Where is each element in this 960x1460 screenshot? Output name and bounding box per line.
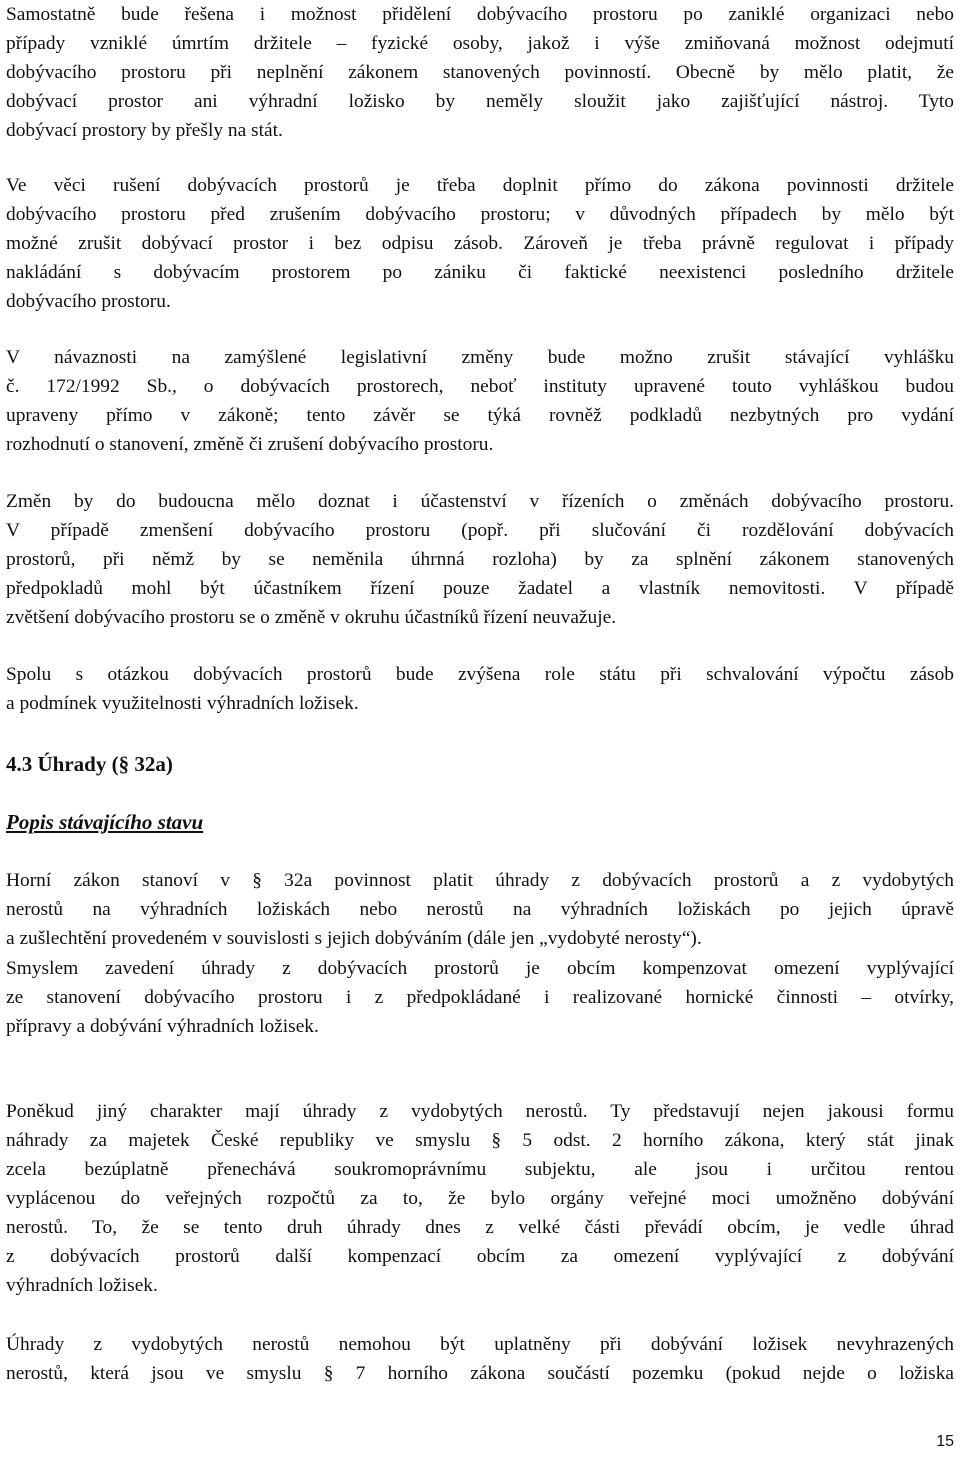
paragraph-2	[6, 171, 954, 316]
paragraph-3	[6, 343, 954, 459]
text-line: Změn by do budoucna mělo doznat i účastenství v řízeních o změnách dobývacího prostoru.	[6, 491, 954, 512]
text-line: náhrady za majetek České republiky ve smyslu § 5 odst. 2 horního zákona, který stát jinak	[6, 1130, 954, 1151]
text-line: přípravy a dobývání výhradních ložisek.	[6, 1016, 319, 1037]
text-line: prostorů, při němž by se neměnila úhrnná rozloha) by za splnění zákonem stanovených	[6, 549, 954, 570]
text-line: a podmínek využitelnosti výhradních ložisek.	[6, 693, 359, 714]
text-line: možné zrušit dobývací prostor i bez odpisu zásob. Zároveň je třeba právně regulovat i případy	[6, 233, 954, 254]
text-line: a zušlechtění provedeném v souvislosti s jejich dobýváním (dále jen „vydobyté nerosty“).	[6, 928, 702, 949]
text-line: dobývacího prostoru před zrušením dobývacího prostoru; v důvodných případech by mělo být	[6, 204, 954, 225]
text-line: Úhrady z vydobytých nerostů nemohou být uplatněny při dobývání ložisek nevyhrazených	[6, 1334, 954, 1355]
text-line: rozhodnutí o stanovení, změně či zrušení dobývacího prostoru.	[6, 434, 494, 455]
text-line: nerostů. To, že se tento druh úhrady dnes z velké části převádí obcím, je vedle úhrad	[6, 1217, 954, 1238]
text-line: vyplácenou do veřejných rozpočtů za to, že bylo orgány veřejné moci umožněno dobývání	[6, 1188, 954, 1209]
paragraph-8	[6, 1097, 954, 1300]
text-line: dobývacího prostoru.	[6, 291, 171, 312]
text-line: zvětšení dobývacího prostoru se o změně v okruhu účastníků řízení neuvažuje.	[6, 607, 617, 628]
text-line: zcela bezúplatně přenechává soukromoprávnímu subjektu, ale jsou i určitou rentou	[6, 1159, 954, 1180]
section-subheading: Popis stávajícího stavu	[6, 810, 204, 834]
section-heading: 4.3 Úhrady (§ 32a)	[6, 752, 173, 776]
text-line: výhradních ložisek.	[6, 1275, 158, 1296]
text-line: dobývacího prostoru při neplnění zákonem stanovených povinností. Obecně by mělo platit, že	[6, 62, 954, 83]
paragraph-7	[6, 954, 954, 1041]
text-line: V případě zmenšení dobývacího prostoru (popř. při slučování či rozdělování dobývacích	[6, 520, 954, 541]
paragraph-1	[6, 0, 954, 145]
text-line: upraveny přímo v zákoně; tento závěr se týká rovněž podkladů nezbytných pro vydání	[6, 405, 954, 426]
text-line: nerostů na výhradních ložiskách nebo nerostů na výhradních ložiskách po jejich úpravě	[6, 899, 954, 920]
text-line: č. 172/1992 Sb., o dobývacích prostorech, neboť instituty upravené touto vyhláškou budou	[6, 376, 954, 397]
text-line: ze stanovení dobývacího prostoru i z předpokládané i realizované hornické činnosti – otvírky,	[6, 987, 954, 1008]
text-line: Samostatně bude řešena i možnost přidělení dobývacího prostoru po zaniklé organizaci nebo	[6, 4, 954, 25]
text-line: nakládání s dobývacím prostorem po zániku či faktické neexistenci posledního držitele	[6, 262, 954, 283]
text-line: Ve věci rušení dobývacích prostorů je třeba doplnit přímo do zákona povinnosti držitele	[6, 175, 954, 196]
text-line: Horní zákon stanoví v § 32a povinnost platit úhrady z dobývacích prostorů a z vydobytých	[6, 870, 954, 891]
paragraph-6	[6, 866, 954, 953]
text-line: Poněkud jiný charakter mají úhrady z vydobytých nerostů. Ty představují nejen jakousi formu	[6, 1101, 954, 1122]
text-line: dobývací prostory by přešly na stát.	[6, 120, 283, 141]
text-line: nerostů, která jsou ve smyslu § 7 horního zákona součástí pozemku (pokud nejde o ložiska	[6, 1363, 954, 1384]
text-line: dobývací prostor ani výhradní ložisko by neměly sloužit jako zajišťující nástroj. Tyto	[6, 91, 954, 112]
text-line: Smyslem zavedení úhrady z dobývacích prostorů je obcím kompenzovat omezení vyplývající	[6, 958, 954, 979]
page-number: 15	[936, 1433, 954, 1450]
text-line: případy vzniklé úmrtím držitele – fyzické osoby, jakož i výše zmiňovaná možnost odejmutí	[6, 33, 954, 54]
text-line: z dobývacích prostorů další kompenzací obcím za omezení vyplývající z dobývání	[6, 1246, 954, 1267]
paragraph-4	[6, 487, 954, 632]
paragraph-9	[6, 1330, 954, 1388]
text-line: V návaznosti na zamýšlené legislativní změny bude možno zrušit stávající vyhlášku	[6, 347, 954, 368]
text-line: předpokladů mohl být účastníkem řízení pouze žadatel a vlastník nemovitosti. V případě	[6, 578, 954, 599]
paragraph-5	[6, 660, 954, 718]
text-line: Spolu s otázkou dobývacích prostorů bude zvýšena role státu při schvalování výpočtu zásob	[6, 664, 954, 685]
